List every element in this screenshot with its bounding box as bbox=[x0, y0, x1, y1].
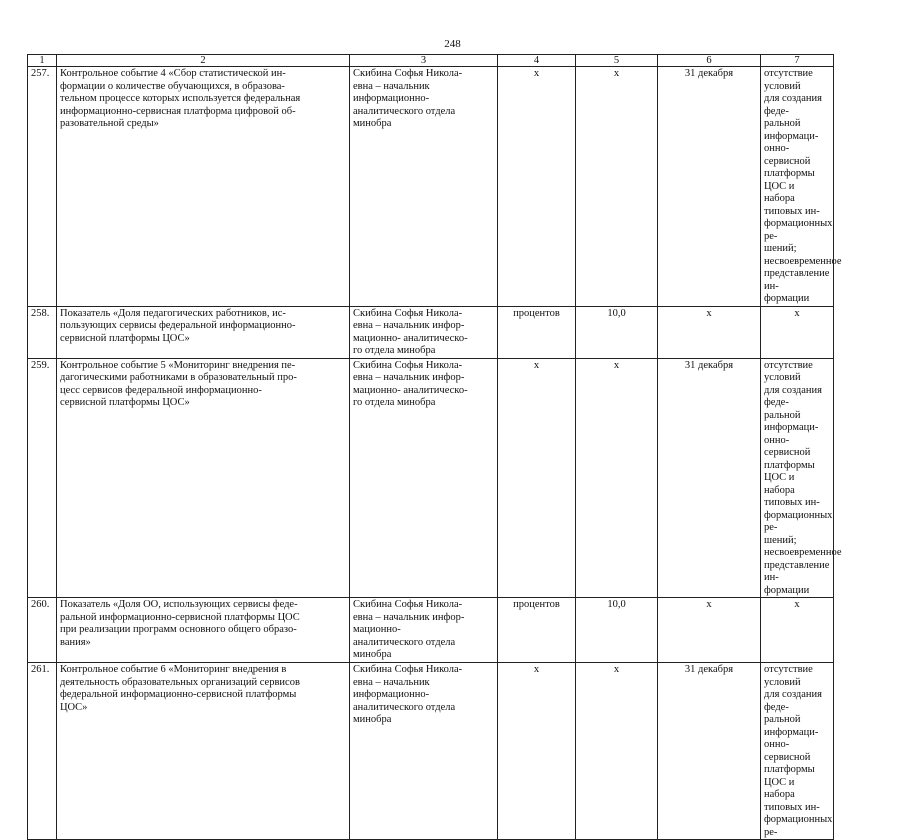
row-number: 259. bbox=[28, 358, 57, 598]
row-risks: отсутствие условий для создания феде- ральной информаци- онно-сервисной платформы ЦОС и набора типовых ин- формационных ре- bbox=[761, 663, 834, 840]
row-description: Показатель «Доля педагогических работников, ис- пользующих сервисы федеральной информационно- сервисной платформы ЦОС» bbox=[57, 306, 350, 358]
table-row bbox=[28, 358, 834, 598]
row-responsible: Скибина Софья Никола- евна – начальник информационно- аналитического отдела минобра bbox=[350, 67, 498, 307]
column-header-1: 1 bbox=[28, 55, 57, 67]
row-number: 261. bbox=[28, 663, 57, 840]
row-value: 10,0 bbox=[576, 306, 658, 358]
row-deadline: 31 декабря bbox=[658, 358, 761, 598]
row-unit: х bbox=[498, 663, 576, 840]
row-description: Показатель «Доля ОО, использующих сервисы феде- ральной информационно-сервисной платформы ЦОС при реализации программ основного общего образо- вания» bbox=[57, 598, 350, 663]
column-header-5: 5 bbox=[576, 55, 658, 67]
row-responsible: Скибина Софья Никола- евна – начальник инфор- мационно- аналитическо- го отдела минобра bbox=[350, 358, 498, 598]
row-description: Контрольное событие 5 «Мониторинг внедрения пе- дагогическими работниками в образовательный про- цесс сервисов федеральной информационно- сервисной платформы ЦОС» bbox=[57, 358, 350, 598]
row-value: х bbox=[576, 663, 658, 840]
table-row bbox=[28, 598, 834, 663]
row-value: х bbox=[576, 358, 658, 598]
row-responsible: Скибина Софья Никола- евна – начальник инфор- мационно- аналитическо- го отдела минобра bbox=[350, 306, 498, 358]
row-unit: х bbox=[498, 67, 576, 307]
row-value: 10,0 bbox=[576, 598, 658, 663]
row-unit: процентов bbox=[498, 598, 576, 663]
column-header-2: 2 bbox=[57, 55, 350, 67]
row-deadline: х bbox=[658, 598, 761, 663]
column-header-3: 3 bbox=[350, 55, 498, 67]
row-description: Контрольное событие 6 «Мониторинг внедрения в деятельность образовательных организаций сервисов федеральной информационно-сервисной платформы ЦОС» bbox=[57, 663, 350, 840]
row-deadline: 31 декабря bbox=[658, 663, 761, 840]
row-unit: х bbox=[498, 358, 576, 598]
table-row bbox=[28, 67, 834, 307]
row-description: Контрольное событие 4 «Сбор статистической ин- формации о количестве обучающихся, в образова- тельном процессе которых используется федеральная информационно-сервисная платформа цифровой об- разовательной среды» bbox=[57, 67, 350, 307]
row-number: 258. bbox=[28, 306, 57, 358]
row-risks: отсутствие условий для создания феде- ральной информаци- онно-сервисной платформы ЦОС и набора типовых ин- формационных ре- шений; несвоевременное представление ин- формации bbox=[761, 67, 834, 307]
row-deadline: 31 декабря bbox=[658, 67, 761, 307]
row-deadline: х bbox=[658, 306, 761, 358]
page-number: 248 bbox=[444, 38, 461, 50]
row-risks: х bbox=[761, 306, 834, 358]
row-value: х bbox=[576, 67, 658, 307]
row-number: 260. bbox=[28, 598, 57, 663]
row-number: 257. bbox=[28, 67, 57, 307]
column-header-6: 6 bbox=[658, 55, 761, 67]
row-responsible: Скибина Софья Никола- евна – начальник информационно- аналитического отдела минобра bbox=[350, 663, 498, 840]
row-risks: х bbox=[761, 598, 834, 663]
row-risks: отсутствие условий для создания феде- ральной информаци- онно-сервисной платформы ЦОС и набора типовых ин- формационных ре- шений; несвоевременное представление ин- формации bbox=[761, 358, 834, 598]
row-responsible: Скибина Софья Никола- евна – начальник инфор- мационно- аналитического отдела минобра bbox=[350, 598, 498, 663]
column-header-7: 7 bbox=[761, 55, 834, 67]
table-row bbox=[28, 306, 834, 358]
plan-table bbox=[27, 54, 842, 840]
row-unit: процентов bbox=[498, 306, 576, 358]
column-header-4: 4 bbox=[498, 55, 576, 67]
table-row bbox=[28, 663, 834, 840]
header-row bbox=[28, 55, 834, 67]
